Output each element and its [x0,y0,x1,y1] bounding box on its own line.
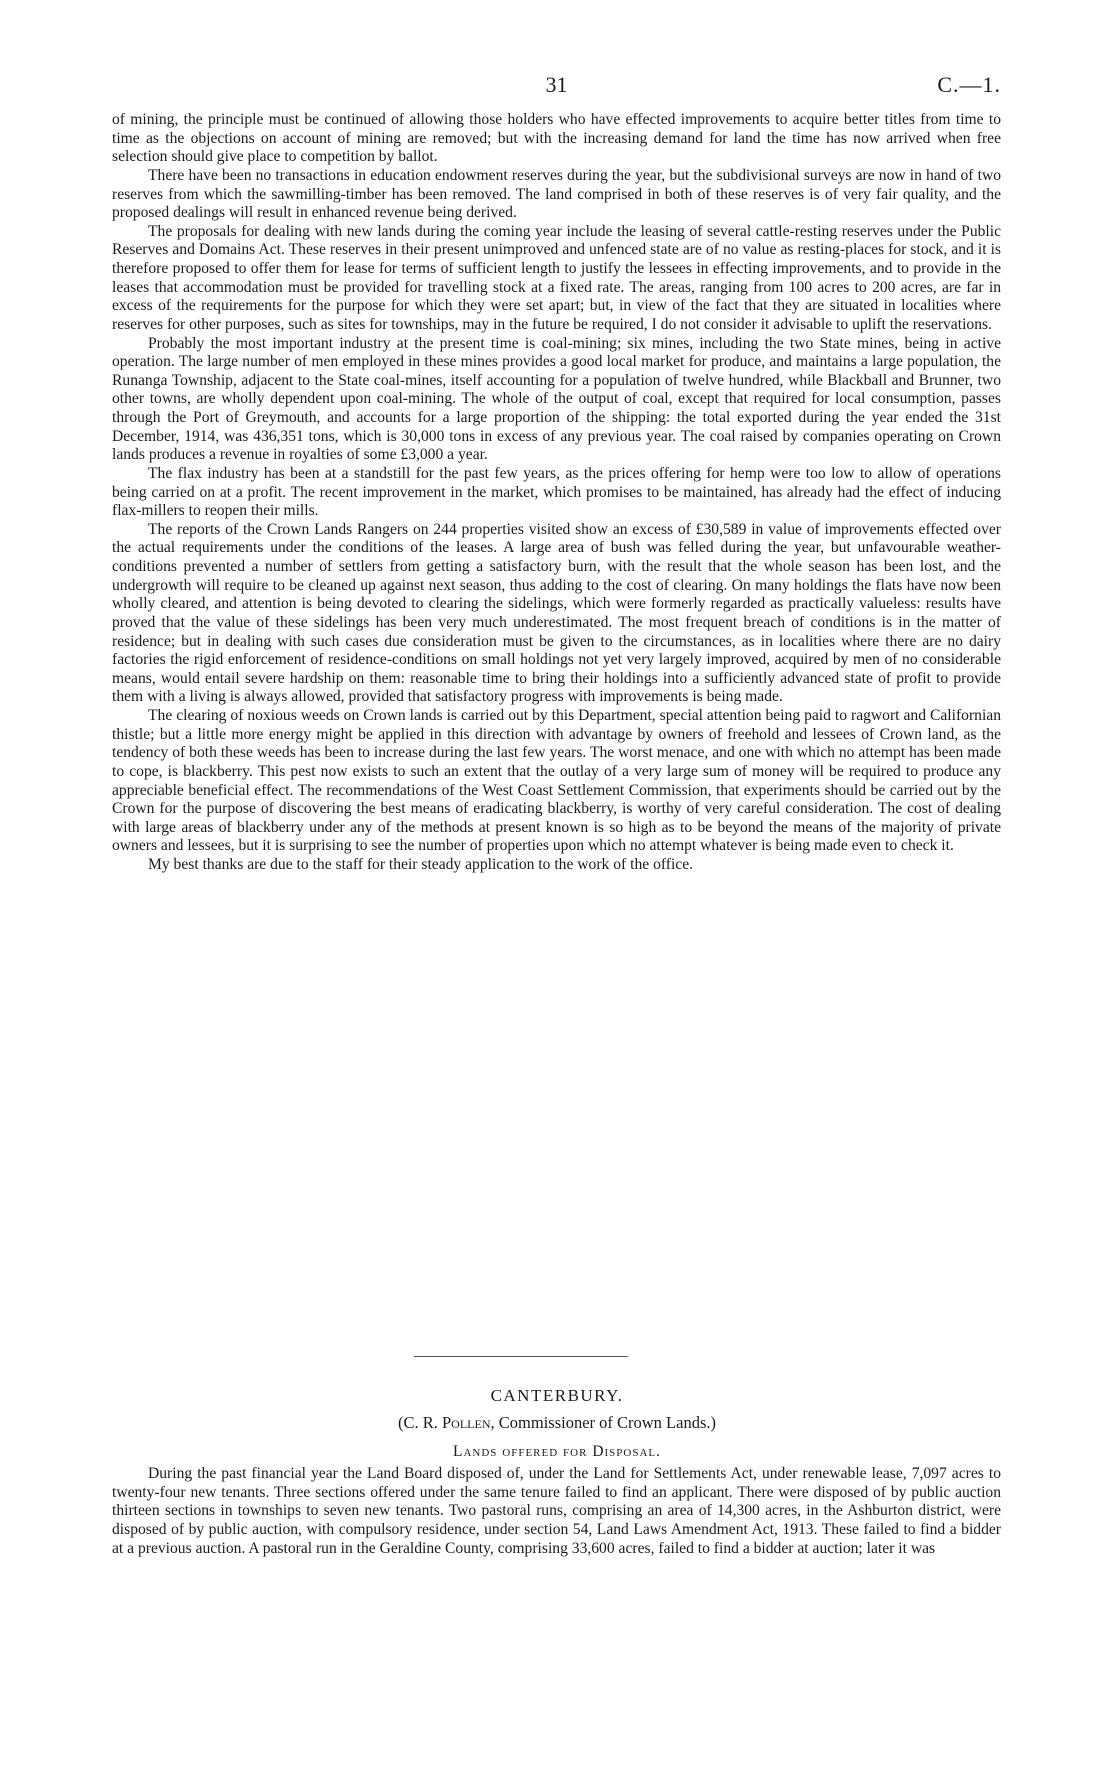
commissioner-open-paren: ( [398,1413,404,1432]
paragraph-coal-mining: Probably the most important industry at the present time is coal-mining; six mines, including the two State mines, being in active operation. The large number of men employed in these mines provides a good local market for produce, and maintains a large population, the Runanga Township, adjacent to the State coal-mines, itself accounting for a population of twelve hundred, while Blackball and Brunner, two other towns, are wholly dependent upon coal-mining. The whole of the output of coal, except that required for local consumption, passes through the Port of Greymouth, and accounts for a large proportion of the shipping: the total exported during the year ended the 31st December, 1914, was 436,351 tons, which is 30,000 tons in excess of any previous year. The coal raised by companies operating on Crown lands produces a revenue in royalties of some £3,000 a year. [112,334,1001,464]
paragraph-mining-continued: of mining, the principle must be continued of allowing those holders who have effected improvements to acquire better titles from time to time as the objections on account of mining are removed; but with the increasing demand for land the time has now arrived when free selection should give place to competition by ballot. [112,111,1001,166]
paragraph-canterbury-disposal: During the past financial year the Land Board disposed of, under the Land for Settlements Act, under renewable lease, 7,097 acres to twenty-four new tenants. Three sections offered under the same tenure failed to find an applicant. There were disposed of by public auction thirteen sections in townships to seven new tenants. Two pastoral runs, comprising an area of 14,300 acres, in the Ashburton district, were disposed of by public auction, with compulsory residence, under section 54, Land Laws Amendment Act, 1913. These failed to find a bidder at a previous auction. A pastoral run in the Geraldine County, comprising 33,600 acres, failed to find a bidder at auction; later it was [112,1465,1001,1557]
page-number: 31 [545,72,568,97]
paragraph-new-lands-proposals: The proposals for dealing with new lands during the coming year include the leasing of several cattle-resting reserves under the Public Reserves and Domains Act. These reserves in their present unimproved and unfenced state are of no value as resting-places for stock, and it is therefore proposed to offer them for lease for terms of sufficient length to justify the lessees in effecting improvements, and to provide in the leases that accommodation must be provided for travelling stock at a fixed rate. The areas, ranging from 100 acres to 200 acres, are far in excess of the requirements for the purpose for which they were set apart; but, in view of the fact that they are situated in localities where reserves for other purposes, such as sites for townships, may in the future be required, I do not consider it advisable to uplift the reservations. [112,222,1001,333]
commissioner-line [0,1413,1114,1433]
subheading-lands-offered: Lands offered for Disposal. [452,1443,662,1460]
canterbury-body-text [112,1465,1001,1558]
paragraph-noxious-weeds: The clearing of noxious weeds on Crown lands is carried out by this Department, special attention being paid to ragwort and Californian thistle; but a little more energy might be applied in this direction with advantage by owners of freehold and lessees of Crown land, as the tendency of both these weeds has been to increase during the last few years. The worst menace, and one with which no attempt has been made to cope, is blackberry. This pest now exists to such an extent that the outlay of a very large sum of money will be required to produce any appreciable beneficial effect. The recommendations of the West Coast Settlement Commission, that experiments should be carried out by the Crown for the purpose of discovering the best means of eradicating blackberry, is worthy of very careful consideration. The cost of dealing with large areas of blackberry under any of the methods at present known is so high as to be beyond the means of the majority of private owners and lessees, but it is surprising to see the number of properties upon which no attempt whatever is being made even to check it. [112,707,1001,855]
paragraph-rangers-reports: The reports of the Crown Lands Rangers on 244 properties visited show an excess of £30,589 in value of improvements effected over the actual requirements under the conditions of the leases. A large area of bush was felled during the year, but unfavourable weather-conditions prevented a number of settlers from getting a satisfactory burn, with the result that the whole season has been lost, and the undergrowth will require to be cleaned up against next season, thus adding to the cost of clearing. On many holdings the flats have now been wholly cleared, and attention is being devoted to clearing the sidelings, which were formerly regarded as practically valueless: results have proved that the value of these sidelings has been very much underestimated. The most frequent breach of conditions is in the matter of residence; but in dealing with such cases due consideration must be given to the circumstances, as in localities where there are no dairy factories the rigid enforcement of residence-conditions on small holdings not yet very largely improved, acquired by men of no considerable means, would entail severe hardship on them: reasonable time to bring their holdings into a sufficiently advanced state of profit to provide them with a living is always allowed, provided that satisfactory progress with improvements is being made. [112,520,1001,706]
commissioner-title: , Commissioner of Crown Lands.) [490,1413,716,1432]
page-header [112,72,1001,102]
body-text [112,111,1001,875]
section-divider [414,1356,628,1357]
paragraph-education-reserves: There have been no transactions in education endowment reserves during the year, but the subdivisional surveys are now in hand of two reserves from which the sawmilling-timber has been removed. The land comprised in both of these reserves is of very fair quality, and the proposed dealings will result in enhanced revenue being derived. [112,166,1001,222]
paragraph-thanks: My best thanks are due to the staff for their steady application to the work of the office. [148,856,694,873]
commissioner-name: C. R. Pollen [403,1413,491,1432]
section-title: CANTERBURY. [490,1386,624,1405]
paragraph-flax-industry: The flax industry has been at a standstill for the past few years, as the prices offering for hemp were too low to allow of operations being carried on at a profit. The recent improvement in the market, which promises to be maintained, has already had the effect of inducing flax-millers to reopen their mills. [112,464,1001,520]
document-code: C.—1. [937,72,1001,97]
